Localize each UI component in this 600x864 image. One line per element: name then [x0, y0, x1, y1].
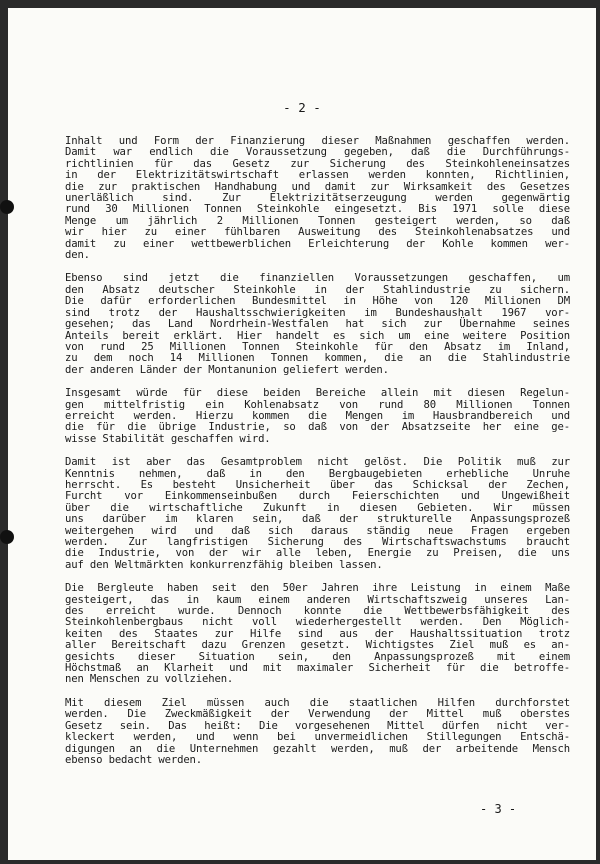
text-line: Menge um jährlich 2 Millionen Tonnen gesteigert werden, so daß	[65, 214, 570, 227]
text-line: rund 30 Millionen Tonnen Steinkohle eingesetzt. Bis 1971 solle diese	[65, 203, 570, 216]
paragraph	[65, 698, 570, 766]
text-line: auf den Weltmärkten konkurrenzfähig bleiben lassen.	[65, 558, 383, 571]
text-line: der anderen Länder der Montanunion geliefert werden.	[65, 363, 389, 376]
paragraph	[65, 457, 570, 571]
text-line: herrscht. Es besteht Unsicherheit über das Schicksal der Zechen,	[65, 478, 570, 491]
document-body	[65, 136, 570, 778]
text-line: Ebenso sind jetzt die finanziellen Voraussetzungen geschaffen, um	[65, 272, 570, 285]
text-line: unerläßlich sind. Zur Elektrizitätserzeugung werden gegenwärtig	[65, 192, 570, 205]
next-page-indicator: - 3 -	[480, 802, 517, 816]
text-line: Höchstmaß an Klarheit und mit maximaler Sicherheit für die betroffe-	[65, 662, 570, 675]
text-line: keiten des Staates zur Hilfe sind aus der Haushaltssituation trotz	[65, 627, 570, 640]
text-line: den Absatz deutscher Steinkohle in der Stahlindustrie zu sichern.	[65, 283, 570, 296]
text-line: weitergehen wird und daß sich daraus ständig neue Fragen ergeben	[65, 524, 570, 537]
text-line: digungen an die Unternehmen gezahlt werden, muß der arbeitende Mensch	[65, 742, 570, 755]
text-line: gesteigert, das in kaum einem anderen Wirtschaftszweig unseres Lan-	[65, 593, 570, 606]
text-line: des erreicht wurde. Dennoch konnte die Wettbewerbsfähigkeit des	[65, 605, 570, 618]
text-line: Damit ist aber das Gesamtproblem nicht gelöst. Die Politik muß zur	[65, 456, 570, 469]
text-line: damit zu einer wettbewerblichen Erleichterung der Kohle kommen wer-	[65, 237, 570, 250]
text-line: Damit war endlich die Voraussetzung gegeben, daß die Durchführungs-	[65, 146, 570, 159]
text-line: werden. Zur langfristigen Sicherung des Wirtschaftswachstums braucht	[65, 536, 570, 548]
paragraph	[65, 583, 570, 686]
text-line: gen mittelfristig ein Kohlenabsatz von rund 80 Millionen Tonnen	[65, 398, 570, 411]
text-line: wisse Stabilität geschaffen wird.	[65, 432, 271, 445]
page-number: - 2 -	[283, 100, 321, 115]
text-line: Furcht vor Einkommenseinbußen durch Feierschichten und Ungewißheit	[65, 490, 570, 503]
text-line: sind trotz der Haushaltsschwierigkeiten im Bundeshaushalt 1967 vor-	[65, 306, 570, 319]
text-line: den.	[65, 249, 90, 262]
text-line: ebenso bedacht werden.	[65, 753, 203, 766]
text-line: die Industrie, von der wir alle leben, Energie zu Preisen, die uns	[65, 547, 570, 560]
text-line: Inhalt und Form der Finanzierung dieser Maßnahmen geschaffen werden.	[65, 135, 570, 147]
text-line: die zur praktischen Handhabung und damit zur Wirksamkeit des Gesetzes	[65, 180, 570, 193]
text-line: wir hier zu einer fühlbaren Ausweitung des Steinkohlenabsatzes und	[65, 226, 570, 239]
punch-hole	[0, 200, 14, 214]
text-line: in der Elektrizitätswirtschaft erlassen werden konnten, Richtlinien,	[65, 169, 570, 182]
text-line: Insgesamt würde für diese beiden Bereiche allein mit diesen Regelun-	[65, 387, 570, 400]
text-line: Die dafür erforderlichen Bundesmittel in Höhe von 120 Millionen DM	[65, 295, 570, 308]
text-line: zu dem noch 14 Millionen Tonnen kommen, die an die Stahlindustrie	[65, 352, 570, 365]
text-line: Mit diesem Ziel müssen auch die staatlichen Hilfen durchforstet	[65, 696, 570, 709]
text-line: Steinkohlenbergbaus nicht voll wiederhergestellt werden. Den Möglich-	[65, 616, 570, 629]
text-line: über die wirtschaftliche Zukunft in diesen Gebieten. Wir müssen	[65, 501, 570, 514]
paragraph	[65, 388, 570, 445]
text-line: Die Bergleute haben seit den 50er Jahren ihre Leistung in einem Maße	[65, 582, 570, 595]
text-line: nen Menschen zu vollziehen.	[65, 673, 234, 686]
text-line: gesehen; das Land Nordrhein-Westfalen hat sich zur Übernahme seines	[65, 318, 570, 331]
text-line: Gesetz sein. Das heißt: Die vorgesehenen Mittel dürfen nicht ver-	[65, 719, 570, 732]
text-line: erreicht werden. Hierzu kommen die Mengen im Hausbrandbereich und	[65, 409, 570, 422]
text-line: kleckert werden, und wenn bei unvermeidlichen Stillegungen Entschä-	[65, 731, 570, 744]
text-line: aller Bereitschaft dazu Grenzen gesetzt. Wichtigstes Ziel muß es an-	[65, 639, 570, 652]
text-line: Anteils bereit erklärt. Hier handelt es sich um eine weitere Position	[65, 329, 570, 342]
text-line: Kenntnis nehmen, daß in den Bergbaugebieten erhebliche Unruhe	[65, 467, 570, 480]
document-page	[8, 8, 596, 860]
text-line: richtlinien für das Gesetz zur Sicherung des Steinkohleneinsatzes	[65, 157, 570, 170]
paragraph	[65, 136, 570, 261]
text-line: von rund 25 Millionen Tonnen Steinkohle für den Absatz im Inland,	[65, 340, 570, 353]
text-line: gesichts dieser Situation sein, den Anpassungsprozeß mit einem	[65, 650, 570, 663]
punch-hole	[0, 530, 14, 544]
text-line: werden. Die Zweckmäßigkeit der Verwendung der Mittel muß oberstes	[65, 708, 570, 721]
paragraph	[65, 273, 570, 376]
text-line: uns darüber im klaren sein, daß der strukturelle Anpassungsprozeß	[65, 513, 570, 526]
text-line: die für die übrige Industrie, so daß von der Absatzseite her eine ge-	[65, 421, 570, 434]
